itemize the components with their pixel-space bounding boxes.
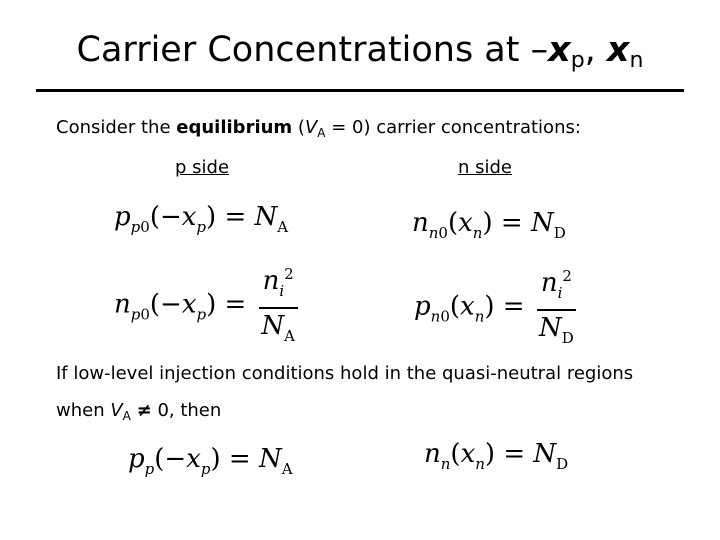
title-underline [36, 89, 684, 92]
equation-nn: $n_n(x_n) = N_D$ [424, 439, 569, 473]
equation-pn0: $p_{n0}(x_n)$ = $\frac{n_i^2}{N_D}$ [414, 260, 576, 355]
equation-np0: $n_{p0}(-x_p)$ = $\frac{n_i^2}{N_A}$ [114, 258, 298, 353]
equation-nn0: $n_{n0}(x_n) = N_D$ [412, 208, 566, 242]
equation-pp0: $p_{p0}(-x_p) = N_A$ [114, 202, 289, 236]
low-level-text-line1: If low-level injection conditions hold in the quasi-neutral regions [56, 363, 634, 384]
equation-pp: $p_p(-x_p) = N_A$ [128, 444, 293, 478]
intro-text: Consider the equilibrium $(V_A = 0)$ carrier concentrations: [56, 117, 581, 140]
low-level-text-line2: when $V_A \ne 0$, then [56, 400, 222, 423]
p-side-header: p side [175, 157, 230, 178]
slide-title: Carrier Concentrations at $-x_p$, $x_n$ [76, 30, 644, 73]
n-side-header: n side [458, 157, 513, 178]
